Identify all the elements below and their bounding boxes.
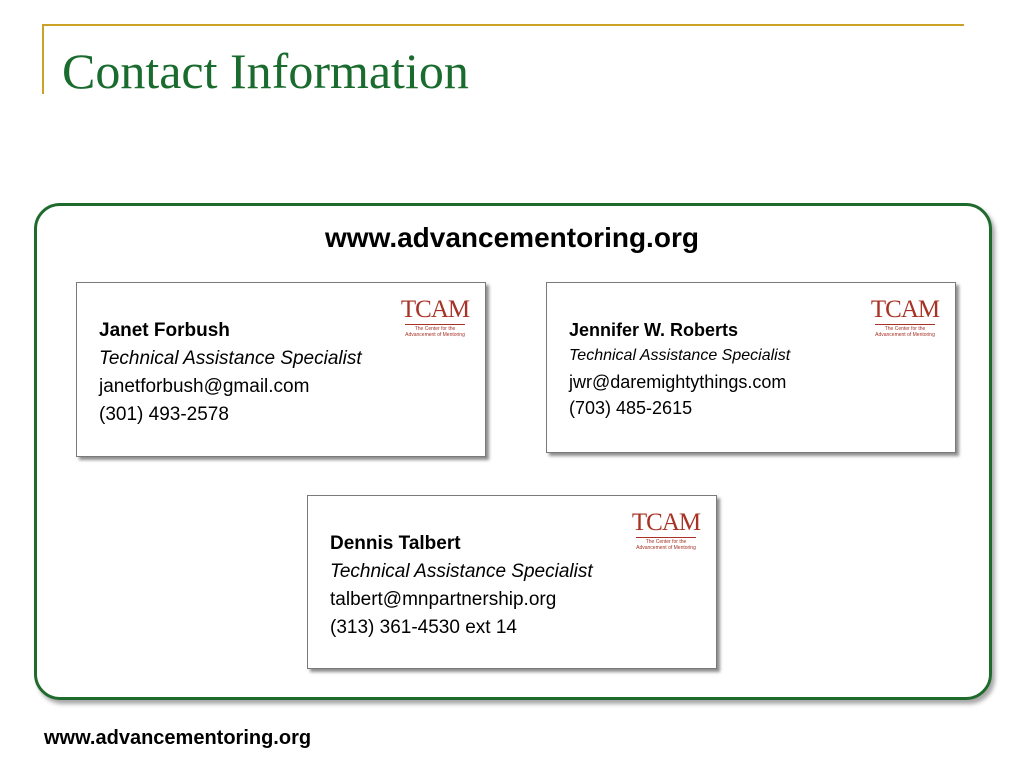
contact-phone: (313) 361-4530 ext 14 (330, 617, 517, 638)
contact-card-janet-forbush (76, 282, 486, 457)
logo-wordmark: TCAM (400, 296, 470, 323)
logo-wordmark: TCAM (631, 509, 701, 536)
contact-role: Technical Assistance Specialist (99, 348, 362, 369)
contact-name: Janet Forbush (99, 320, 230, 341)
tcam-logo (869, 297, 941, 339)
logo-divider (636, 537, 696, 538)
logo-tagline-1: The Center for the (414, 326, 456, 332)
title-rule-vertical (42, 24, 44, 94)
contact-card-dennis-talbert (307, 495, 717, 669)
footer-website-link[interactable]: www.advancementoring.org (44, 727, 312, 749)
contact-details (569, 317, 790, 421)
contact-email[interactable]: jwr@daremightythings.com (569, 372, 787, 392)
tcam-logo (399, 297, 471, 339)
logo-divider (875, 324, 935, 325)
logo-tagline-1: The Center for the (884, 326, 926, 332)
contact-name: Jennifer W. Roberts (569, 320, 739, 340)
logo-tagline-2: Advancement of Mentoring (405, 332, 465, 338)
contact-details (330, 530, 593, 642)
logo-wordmark: TCAM (870, 296, 940, 323)
page-title: Contact Information (62, 43, 469, 99)
contact-phone: (301) 493-2578 (99, 404, 229, 425)
logo-tagline-1: The Center for the (645, 539, 687, 545)
website-link[interactable]: www.advancementoring.org (325, 222, 699, 253)
tcam-logo (630, 510, 702, 552)
title-rule-horizontal (42, 24, 964, 26)
contact-phone: (703) 485-2615 (569, 398, 693, 418)
contact-email[interactable]: janetforbush@gmail.com (99, 376, 310, 397)
contact-card-jennifer-roberts (546, 282, 956, 453)
logo-divider (405, 324, 465, 325)
contact-role: Technical Assistance Specialist (330, 561, 593, 582)
contact-email[interactable]: talbert@mnpartnership.org (330, 589, 557, 610)
logo-tagline-2: Advancement of Mentoring (636, 545, 696, 551)
contact-name: Dennis Talbert (330, 533, 461, 554)
contact-role: Technical Assistance Specialist (569, 347, 791, 364)
contact-details (99, 317, 362, 429)
logo-tagline-2: Advancement of Mentoring (875, 332, 935, 338)
